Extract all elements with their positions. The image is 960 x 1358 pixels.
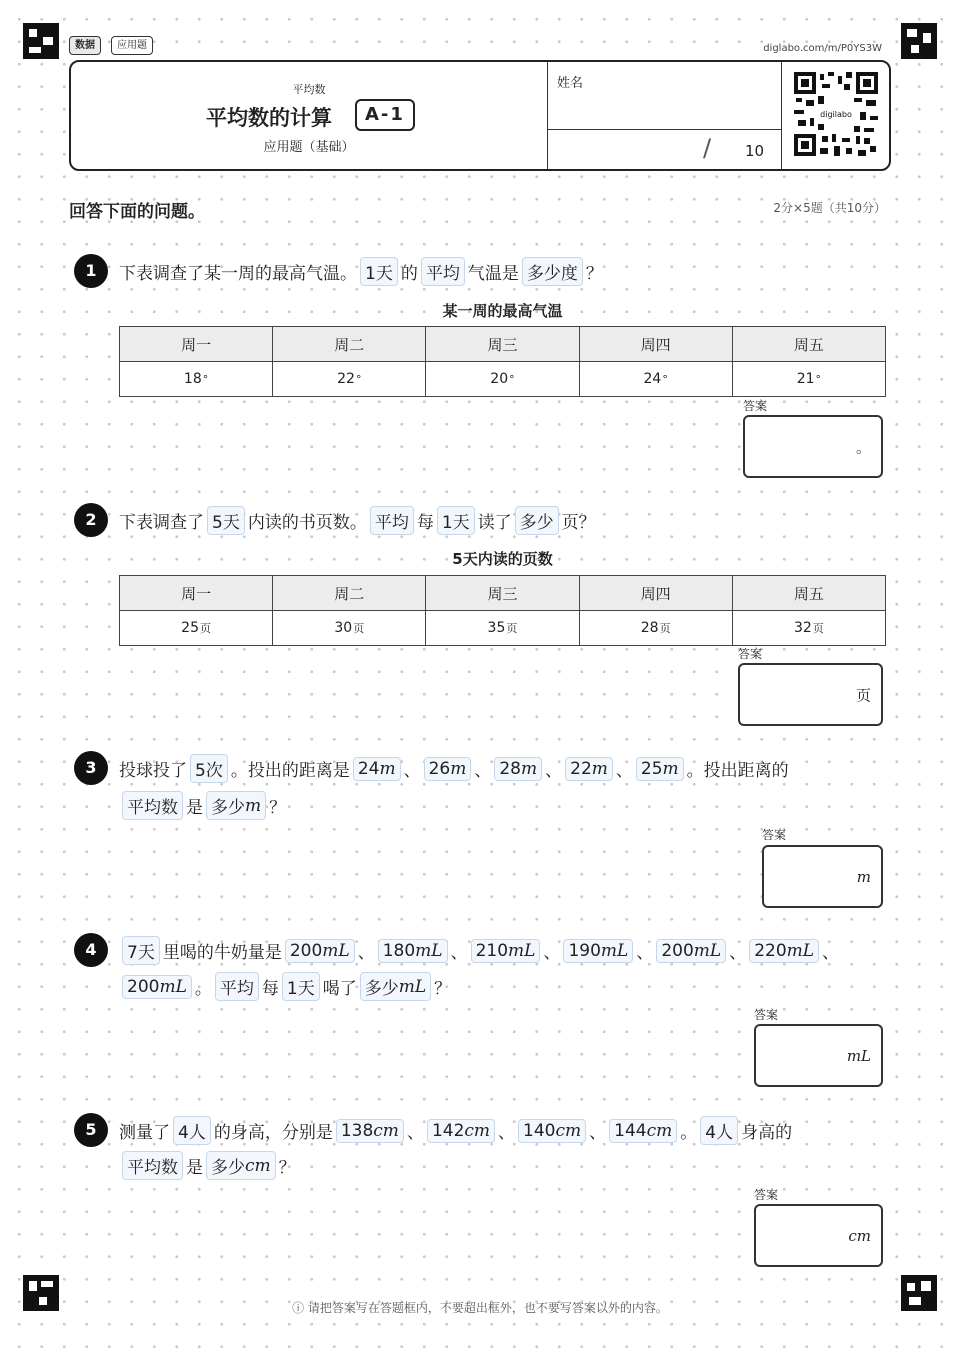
fragment-text: 220 [754, 940, 787, 961]
fragment-text: 。投出距离的 [686, 761, 789, 781]
fragment-text: 210 [475, 940, 509, 961]
answer-unit: 页 [855, 686, 871, 704]
question-fragment [589, 1118, 606, 1143]
question-text [119, 1116, 792, 1145]
question-fragment [323, 974, 357, 999]
fragment-text: 下表调查了某一周的最高气温。 [119, 264, 357, 284]
table-header-cell: 周三 [426, 576, 579, 611]
cell-value: 30 [334, 620, 353, 636]
cell-unit: 页 [200, 622, 211, 635]
highlighted-term [370, 506, 414, 535]
fragment-text: 气温是 [467, 264, 519, 284]
question-text [119, 506, 596, 535]
fragment-text: 、 [474, 761, 492, 781]
question-fragment [269, 793, 286, 818]
answer-label: 答案 [754, 1188, 779, 1202]
table-row [120, 611, 886, 646]
score-slash: / [703, 134, 712, 162]
fragment-text: 身高的 [741, 1123, 793, 1143]
table-cell [273, 611, 426, 646]
fragment-text: 、 [589, 1123, 607, 1143]
question-fragment [741, 1118, 792, 1143]
fragment-text: ？ [585, 264, 603, 284]
fragment-text: 、 [403, 761, 421, 781]
cell-unit: ° [202, 373, 209, 386]
unit-text: mL [159, 976, 187, 997]
fragment-text: 下表调查了 [119, 513, 204, 533]
highlighted-term [282, 972, 320, 1001]
table-header-cell: 周四 [579, 327, 732, 362]
question-fragment [687, 756, 789, 781]
table-cell [732, 611, 885, 646]
fragment-text: 喝了 [322, 979, 357, 999]
unit-text: mL [600, 940, 629, 961]
fragment-text: 24 [357, 758, 380, 779]
cell-value: 35 [487, 620, 506, 636]
answer-unit: cm [848, 1226, 871, 1245]
fragment-text: 里喝的牛奶量是 [162, 943, 282, 963]
highlighted-term [122, 936, 160, 965]
highlighted-term [609, 1119, 677, 1143]
question-fragment [562, 508, 596, 533]
highlighted-term [336, 1119, 404, 1143]
fragment-text: 每 [416, 513, 434, 533]
table-header-row [120, 327, 886, 362]
unit-text: mL [398, 976, 427, 997]
answer-box[interactable] [743, 415, 883, 478]
answer-unit: mL [846, 1046, 871, 1065]
fragment-text: 140 [523, 1120, 556, 1141]
question-fragment [195, 974, 212, 999]
fragment-text: 平均 [425, 264, 460, 284]
fragment-text: 138 [340, 1120, 374, 1141]
unit-text: cm [464, 1120, 491, 1141]
highlighted-term [360, 972, 431, 1001]
fragment-text: ？ [269, 798, 287, 818]
question-fragment [186, 1153, 203, 1178]
question-fragment [248, 508, 367, 533]
fragment-text: 读了 [477, 513, 512, 533]
question-fragment [498, 1118, 515, 1143]
fragment-text: 、 [822, 943, 840, 963]
question-text [119, 972, 451, 1001]
fragment-text: 200 [127, 976, 160, 997]
fragment-text: 4人 [178, 1123, 206, 1143]
fragment-text: 190 [568, 940, 601, 961]
highlighted-term [206, 791, 266, 820]
fragment-text: 1天 [441, 513, 470, 533]
footer-note: ⓘ 请把答案写在答题框内，不要超出框外，也不要写答案以外的内容。 [292, 1301, 668, 1315]
highlighted-term [700, 1116, 738, 1145]
fragment-text: 、 [615, 761, 633, 781]
question-fragment [478, 508, 512, 533]
question-number: 3 [74, 751, 108, 785]
question-fragment [474, 756, 491, 781]
score-total: 10 [745, 142, 765, 160]
fragment-text: 是 [186, 798, 203, 818]
table-header-cell: 周五 [732, 327, 885, 362]
fragment-text: 是 [186, 1158, 203, 1178]
header-subtitle: 平均数 [292, 83, 326, 96]
fragment-text: 22 [570, 758, 592, 779]
question-fragment [404, 756, 421, 781]
cell-value: 20 [490, 371, 509, 387]
highlighted-term [378, 939, 448, 963]
fragment-text: 平均数 [127, 1158, 178, 1178]
table-cell [732, 362, 885, 397]
question-fragment [262, 974, 279, 999]
highlighted-term [173, 1116, 211, 1145]
unit-text: cm [245, 1155, 271, 1176]
table-cell [579, 611, 732, 646]
instruction: 回答下面的问题。 [69, 202, 205, 222]
unit-text: mL [693, 940, 722, 961]
fragment-text: 7天 [127, 943, 155, 963]
table-cell [579, 362, 732, 397]
fragment-text: 25 [640, 758, 663, 779]
cell-unit: ° [815, 373, 822, 386]
question-text [119, 1151, 296, 1180]
fragment-text: 平均 [374, 513, 409, 533]
highlighted-term [427, 1119, 495, 1143]
unit-text: cm [646, 1120, 673, 1141]
cell-value: 18 [183, 371, 202, 387]
answer-unit: m [856, 867, 871, 886]
question-fragment [451, 938, 468, 963]
table-header-cell: 周一 [120, 576, 273, 611]
fragment-text: ？ [434, 979, 452, 999]
highlighted-term [471, 939, 541, 963]
table-cell [426, 362, 579, 397]
fragment-text: 每 [261, 979, 279, 999]
fragment-text: 26 [428, 758, 451, 779]
fragment-text: 投球投了 [119, 761, 187, 781]
scoring-note: 2分×5题（共10分） [773, 201, 886, 215]
table-row [120, 362, 886, 397]
highlighted-term [122, 975, 192, 999]
question-fragment [231, 756, 350, 781]
fragment-text: 多少 [211, 798, 245, 818]
answer-label: 答案 [762, 828, 787, 842]
question-fragment [636, 938, 653, 963]
table-header-cell: 周二 [273, 576, 426, 611]
fragment-text: 28 [499, 758, 521, 779]
highlighted-term [565, 757, 613, 781]
name-label: 姓名 [557, 76, 584, 91]
cell-value: 28 [640, 620, 659, 636]
answer-label: 答案 [754, 1008, 779, 1022]
fragment-text: 200 [661, 940, 694, 961]
header-divider [781, 62, 782, 169]
highlighted-term [515, 506, 559, 535]
question-number: 1 [74, 254, 108, 288]
answer-label: 答案 [743, 399, 768, 413]
highlighted-term [353, 757, 401, 781]
fragment-text: 142 [431, 1120, 465, 1141]
unit-text: mL [415, 940, 443, 961]
worksheet-header [69, 60, 891, 171]
corner-marker-top-left [23, 23, 59, 59]
unit-text: m [450, 758, 467, 779]
cell-unit: 页 [659, 622, 671, 635]
unit-text: m [662, 758, 679, 779]
question-fragment [468, 259, 519, 284]
highlighted-term [424, 757, 472, 781]
tag-subject: 数据 [69, 36, 101, 55]
question-fragment [119, 508, 204, 533]
fragment-text: 内读的书页数。 [247, 513, 367, 533]
question-fragment [545, 756, 562, 781]
highlighted-term [656, 939, 726, 963]
unit-text: mL [322, 940, 350, 961]
highlighted-term [437, 506, 475, 535]
highlighted-term [122, 791, 183, 820]
worksheet-code: A-1 [355, 99, 415, 131]
question-fragment [401, 259, 418, 284]
fragment-text: 平均数 [127, 798, 178, 818]
question-fragment [729, 938, 746, 963]
highlighted-term [636, 757, 684, 781]
fragment-text: 、 [545, 761, 563, 781]
fragment-text: 200 [289, 940, 323, 961]
fragment-text: 、 [729, 943, 747, 963]
cell-unit: 页 [353, 622, 365, 635]
cell-unit: ° [355, 373, 362, 386]
unit-text: cm [555, 1120, 582, 1141]
unit-text: m [521, 758, 538, 779]
unit-text: m [379, 758, 396, 779]
fragment-text: 、 [406, 1123, 424, 1143]
table-cell [426, 611, 579, 646]
fragment-text: 多少 [211, 1158, 245, 1178]
highlighted-term [494, 757, 542, 781]
fragment-text: 多少 [519, 513, 554, 533]
answer-unit: 。 [855, 438, 871, 456]
table-header-cell: 周五 [732, 576, 885, 611]
answer-box[interactable] [738, 663, 883, 726]
fragment-text: 测量了 [119, 1123, 170, 1143]
question-text [119, 936, 839, 965]
question-fragment [434, 974, 451, 999]
question-text [119, 257, 603, 286]
question-fragment [119, 259, 357, 284]
tag-type: 应用题 [111, 36, 153, 55]
fragment-text: 、 [498, 1123, 516, 1143]
answer-box[interactable] [754, 1024, 883, 1087]
fragment-text: 5次 [195, 761, 223, 781]
question-fragment [407, 1118, 424, 1143]
unit-text: m [591, 758, 608, 779]
cell-value: 21 [796, 371, 815, 387]
question-fragment [543, 938, 560, 963]
fragment-text: 多少 [364, 979, 399, 999]
unit-text: cm [373, 1120, 399, 1141]
fragment-text: 4人 [705, 1123, 734, 1143]
fragment-text: ？ [278, 1158, 296, 1178]
highlighted-term [518, 1119, 586, 1143]
question-number: 4 [74, 933, 108, 967]
cell-value: 25 [181, 620, 199, 636]
table-header-cell: 周二 [273, 327, 426, 362]
fragment-text: 1天 [365, 264, 393, 284]
question-fragment [417, 508, 434, 533]
fragment-text: 的 [400, 264, 418, 284]
data-table [119, 326, 886, 397]
answer-box[interactable] [754, 1204, 883, 1267]
corner-marker-top-right [901, 23, 937, 59]
cell-value: 32 [793, 620, 812, 636]
fragment-text: 。投出的距离是 [230, 761, 350, 781]
unit-text: m [245, 795, 262, 816]
highlighted-term [360, 257, 398, 286]
question-fragment [186, 793, 203, 818]
answer-label: 答案 [738, 647, 763, 661]
highlighted-term [522, 257, 583, 286]
header-category: 应用题（基础） [263, 140, 355, 155]
question-fragment [119, 756, 187, 781]
unit-text: mL [508, 940, 536, 961]
header-divider [547, 129, 781, 130]
svg-text:digilabo: digilabo [820, 110, 852, 119]
question-fragment [119, 1118, 170, 1143]
highlighted-term [285, 939, 355, 963]
fragment-text: 。 [194, 979, 212, 999]
question-fragment [163, 938, 282, 963]
fragment-text: 平均 [219, 979, 254, 999]
fragment-text: 1天 [286, 979, 315, 999]
highlighted-term [122, 1151, 183, 1180]
data-table [119, 575, 886, 646]
highlighted-term [749, 939, 819, 963]
fragment-text: 页？ [561, 513, 596, 533]
fragment-text: 180 [382, 940, 416, 961]
worksheet-url: diglabo.com/m/P0YS3W [763, 43, 882, 54]
table-cell [273, 362, 426, 397]
question-number: 5 [74, 1113, 108, 1147]
highlighted-term [563, 939, 633, 963]
question-fragment [214, 1118, 333, 1143]
question-fragment [822, 938, 839, 963]
fragment-text: 。 [680, 1123, 698, 1143]
answer-box[interactable] [762, 845, 883, 908]
highlighted-term [215, 972, 259, 1001]
table-header-cell: 周四 [579, 576, 732, 611]
question-text [119, 754, 789, 783]
cell-unit: ° [662, 373, 668, 386]
highlighted-term [421, 257, 465, 286]
table-header-cell: 周一 [120, 327, 273, 362]
highlighted-term [190, 754, 228, 783]
cell-unit: 页 [506, 622, 518, 635]
question-number: 2 [74, 503, 108, 537]
fragment-text: 、 [450, 943, 468, 963]
question-fragment [616, 756, 633, 781]
cell-value: 22 [337, 371, 355, 387]
table-title: 5天内读的页数 [452, 550, 553, 568]
unit-text: mL [786, 940, 815, 961]
question-fragment [586, 259, 603, 284]
fragment-text: 多少度 [526, 264, 578, 284]
cell-unit: 页 [812, 622, 824, 635]
table-header-cell: 周三 [426, 327, 579, 362]
fragment-text: 的身高，分别是 [213, 1123, 333, 1143]
page-title: 平均数的计算 [206, 106, 332, 130]
highlighted-term [206, 1151, 276, 1180]
qr-code-icon [794, 72, 878, 156]
question-fragment [279, 1153, 296, 1178]
fragment-text: 、 [543, 943, 561, 963]
table-title: 某一周的最高气温 [442, 302, 563, 320]
table-cell [120, 611, 273, 646]
fragment-text: 、 [357, 943, 375, 963]
highlighted-term [207, 506, 245, 535]
fragment-text: 5天 [212, 513, 240, 533]
cell-value: 24 [643, 371, 662, 387]
fragment-text: 144 [614, 1120, 647, 1141]
question-fragment [680, 1118, 697, 1143]
table-header-row [120, 576, 886, 611]
fragment-text: 、 [636, 943, 654, 963]
table-cell [120, 362, 273, 397]
question-fragment [358, 938, 375, 963]
question-text [119, 791, 286, 820]
cell-unit: ° [509, 373, 515, 386]
header-divider [547, 62, 548, 169]
